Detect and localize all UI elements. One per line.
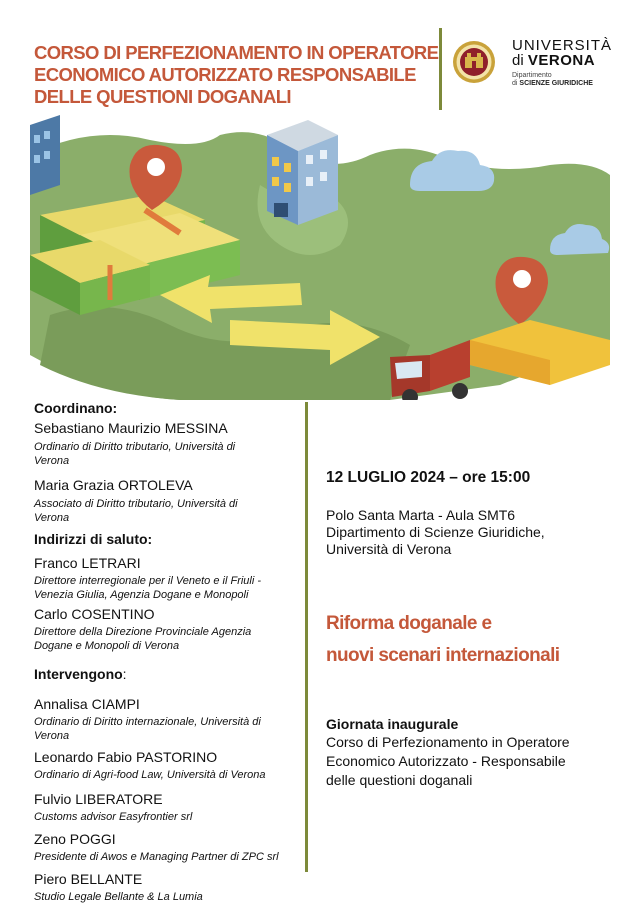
person-role: Direttore interregionale per il Veneto e il Friuli - Venezia Giulia, Agenzia Dogane e Monopoli bbox=[34, 575, 262, 601]
university-name: UNIVERSITÀ bbox=[512, 37, 613, 54]
person-role: Associato di Diritto tributario, Università di Verona bbox=[34, 498, 238, 524]
department-name: di SCIENZE GIURIDICHE bbox=[512, 80, 593, 87]
person-name: Annalisa CIAMPI bbox=[34, 696, 140, 712]
person-name: Fulvio LIBERATORE bbox=[34, 791, 163, 807]
person-role: Ordinario di Diritto tributario, Università di Verona bbox=[34, 441, 236, 467]
person-name: Leonardo Fabio PASTORINO bbox=[34, 749, 218, 765]
speakers-heading: Intervengono: bbox=[34, 666, 127, 682]
person-name: Sebastiano Maurizio MESSINA bbox=[34, 420, 228, 436]
building-center bbox=[267, 120, 338, 225]
person-role: Ordinario di Diritto internazionale, Università di Verona bbox=[34, 716, 261, 742]
person-role: Presidente di Awos e Managing Partner di ZPC srl bbox=[34, 851, 279, 863]
person-name: Carlo COSENTINO bbox=[34, 606, 155, 622]
department-label: Dipartimento bbox=[512, 72, 552, 79]
coordinators-heading: Coordinano: bbox=[34, 400, 118, 416]
event-type-heading: Giornata inaugurale bbox=[326, 716, 459, 732]
person-name: Maria Grazia ORTOLEVA bbox=[34, 477, 193, 493]
course-title bbox=[34, 42, 439, 108]
person-role: Direttore della Direzione Provinciale Agenzia Dogane e Monopoli di Verona bbox=[34, 626, 252, 652]
person-name: Piero BELLANTE bbox=[34, 871, 143, 887]
person-role: Studio Legale Bellante & La Lumia bbox=[34, 891, 203, 903]
event-venue: Polo Santa Marta - Aula SMT6 Dipartimento di Scienze Giuridiche, Università di Verona bbox=[326, 507, 545, 557]
building-left bbox=[30, 115, 60, 195]
course-title-line: ECONOMICO AUTORIZZATO RESPONSABILE bbox=[34, 64, 416, 85]
event-description: Corso di Perfezionamento in Operatore Economico Autorizzato - Responsabile delle questioni doganali bbox=[326, 734, 570, 788]
participants-column bbox=[34, 400, 304, 904]
event-date-time: 12 LUGLIO 2024 – ore 15:00 bbox=[326, 469, 531, 486]
university-logo bbox=[452, 38, 632, 90]
person-name: Zeno POGGI bbox=[34, 831, 116, 847]
hero-illustration bbox=[30, 115, 610, 400]
header-divider bbox=[439, 28, 442, 110]
event-topic: Riforma doganale e nuovi scenari internazionali bbox=[326, 613, 560, 666]
university-seal-icon bbox=[452, 40, 496, 84]
course-title-line: CORSO DI PERFEZIONAMENTO IN OPERATORE bbox=[34, 42, 439, 63]
person-role: Customs advisor Easyfrontier srl bbox=[34, 811, 193, 823]
greetings-heading: Indirizzi di saluto: bbox=[34, 531, 153, 547]
university-wordmark bbox=[512, 38, 612, 88]
course-title-line: DELLE QUESTIONI DOGANALI bbox=[34, 86, 291, 107]
event-info-column bbox=[326, 468, 616, 790]
university-city: di VERONA bbox=[512, 52, 596, 69]
person-name: Franco LETRARI bbox=[34, 555, 141, 571]
person-role: Ordinario di Agri-food Law, Università di Verona bbox=[34, 769, 266, 781]
column-divider bbox=[305, 402, 308, 872]
